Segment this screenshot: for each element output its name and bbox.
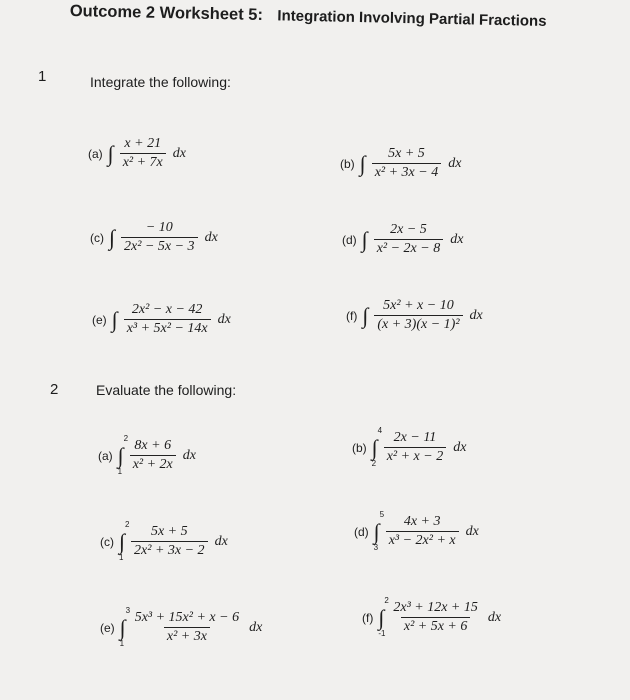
numerator: 2x − 11 <box>393 430 437 445</box>
q2-part-b <box>352 425 467 468</box>
denominator: (x + 3)(x − 1)² <box>374 315 462 333</box>
numerator: 5x³ + 15x² + x − 6 <box>134 610 240 625</box>
definite-integral-sign: ∫ 4 2 <box>371 425 383 468</box>
question-1-instruction: Integrate the following: <box>90 74 231 90</box>
differential: dx <box>217 311 231 327</box>
part-label: (a) <box>98 448 113 463</box>
upper-limit: 4 <box>377 425 383 435</box>
part-label: (e) <box>100 620 115 635</box>
fraction <box>124 302 211 337</box>
upper-limit: 3 <box>125 605 131 615</box>
upper-limit: 2 <box>123 433 129 443</box>
numerator: x + 21 <box>124 136 162 151</box>
fraction <box>120 136 166 171</box>
part-label: (b) <box>340 156 355 171</box>
fraction <box>386 514 459 549</box>
integral-sign: ∫ <box>362 302 369 328</box>
fraction <box>374 298 462 333</box>
differential: dx <box>448 155 462 171</box>
q2-part-c <box>100 519 228 562</box>
part-label: (f) <box>346 308 358 323</box>
denominator: x² + 7x <box>120 153 166 171</box>
part-label: (a) <box>88 146 103 161</box>
numerator: 5x + 5 <box>388 146 425 161</box>
differential: dx <box>450 231 464 247</box>
definite-integral-sign: ∫ 2 -1 <box>378 595 389 638</box>
definite-integral-sign: ∫ 3 1 <box>119 605 131 648</box>
integral-sign: ∫ <box>361 226 368 252</box>
integral-sign: ∫ <box>359 150 366 176</box>
q2-part-d <box>354 509 479 552</box>
upper-limit: 5 <box>379 509 385 519</box>
fraction <box>132 610 242 645</box>
numerator: − 10 <box>145 220 173 235</box>
denominator: x² + 5x + 6 <box>401 617 471 635</box>
numerator: 4x + 3 <box>403 514 441 529</box>
lower-limit: -1 <box>378 628 386 638</box>
part-label: (e) <box>92 312 107 327</box>
differential: dx <box>214 533 228 549</box>
q1-part-e <box>92 302 231 337</box>
denominator: 2x² − 5x − 3 <box>121 237 198 255</box>
denominator: x² + 3x <box>164 627 210 645</box>
denominator: 2x² + 3x − 2 <box>131 541 208 559</box>
definite-integral-sign: ∫ 2 1 <box>117 433 129 476</box>
differential: dx <box>182 447 196 463</box>
integral-sign: ∫ <box>111 306 118 332</box>
worksheet-title <box>70 2 610 32</box>
numerator: 8x + 6 <box>134 438 172 453</box>
fraction <box>372 146 442 181</box>
q1-part-d <box>342 222 463 257</box>
numerator: 2x² − x − 42 <box>131 302 203 317</box>
definite-integral-sign: ∫ 5 3 <box>373 509 385 552</box>
differential: dx <box>172 145 186 161</box>
question-2-instruction: Evaluate the following: <box>96 382 237 398</box>
part-label: (b) <box>352 440 367 455</box>
upper-limit: 2 <box>384 595 389 605</box>
part-label: (f) <box>362 610 374 625</box>
q1-part-a <box>88 136 186 171</box>
part-label: (d) <box>354 524 369 539</box>
fraction <box>131 524 208 559</box>
q1-part-f <box>346 298 483 333</box>
lower-limit: 2 <box>371 458 377 468</box>
worksheet-subtitle: Integration Involving Partial Fractions <box>277 7 547 30</box>
q2-part-a <box>98 433 196 476</box>
lower-limit: 1 <box>117 466 123 476</box>
differential: dx <box>204 229 218 245</box>
question-2-number: 2 <box>50 381 59 398</box>
definite-integral-sign: ∫ 2 1 <box>119 519 130 562</box>
fraction <box>384 430 447 465</box>
fraction <box>121 220 198 255</box>
differential: dx <box>487 609 502 625</box>
numerator: 2x − 5 <box>390 222 427 237</box>
numerator: 2x³ + 12x + 15 <box>393 600 478 615</box>
integral-sign: ∫ <box>109 224 116 250</box>
denominator: x² + x − 2 <box>384 447 447 465</box>
denominator: x² + 3x − 4 <box>372 163 442 181</box>
q2-part-e <box>100 605 263 648</box>
worksheet-outcome: Outcome 2 Worksheet 5: <box>69 2 264 25</box>
differential: dx <box>249 619 263 635</box>
part-label: (c) <box>100 534 114 549</box>
question-1-number: 1 <box>38 68 47 85</box>
fraction <box>130 438 176 473</box>
numerator: 5x² + x − 10 <box>383 298 454 313</box>
denominator: x² + 2x <box>130 455 176 473</box>
fraction <box>390 600 481 635</box>
upper-limit: 2 <box>125 519 130 529</box>
q1-part-c <box>90 220 218 255</box>
q2-part-f <box>362 595 502 638</box>
q1-part-b <box>340 146 461 181</box>
lower-limit: 1 <box>119 552 124 562</box>
denominator: x² − 2x − 8 <box>374 239 444 257</box>
differential: dx <box>469 307 483 323</box>
numerator: 5x + 5 <box>150 524 188 539</box>
denominator: x³ + 5x² − 14x <box>124 319 211 337</box>
lower-limit: 3 <box>373 542 379 552</box>
integral-sign: ∫ <box>107 140 114 166</box>
part-label: (d) <box>342 232 357 247</box>
part-label: (c) <box>90 230 104 245</box>
denominator: x³ − 2x² + x <box>386 531 459 549</box>
differential: dx <box>465 523 479 539</box>
differential: dx <box>453 439 467 455</box>
lower-limit: 1 <box>119 638 125 648</box>
fraction <box>374 222 444 257</box>
